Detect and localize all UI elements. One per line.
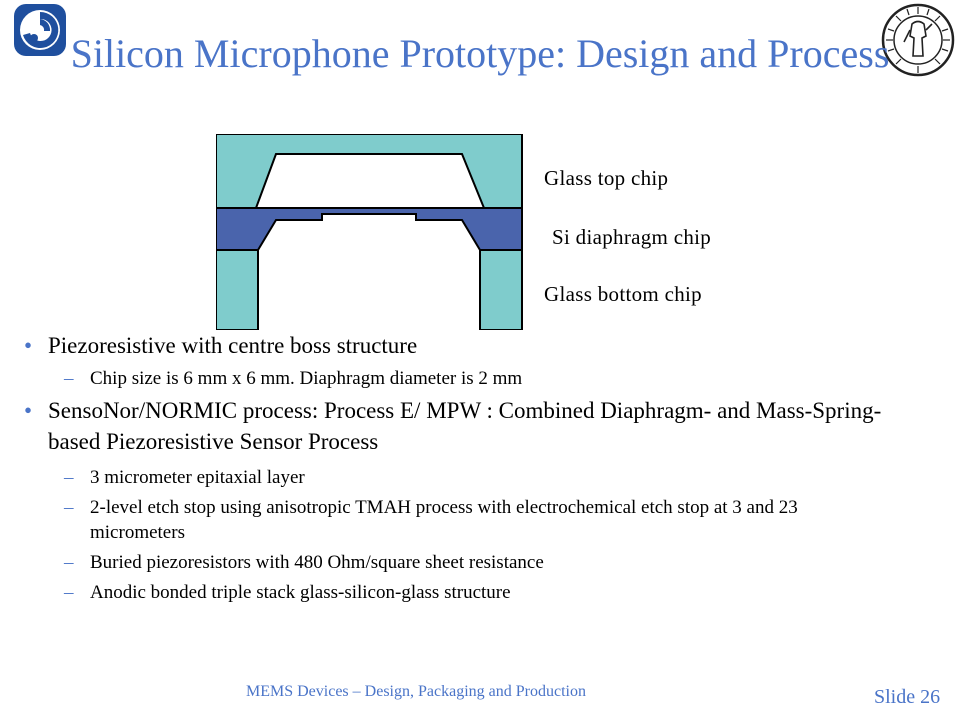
sub-bullet-item: [24, 465, 924, 490]
bullet-item: [24, 395, 924, 457]
sub-bullet-marker: –: [64, 497, 74, 518]
sub-bullet-marker: –: [64, 582, 74, 603]
sub-bullet-marker: –: [64, 467, 74, 488]
sub-bullet-item: [24, 580, 924, 605]
swirl-logo-icon: [14, 4, 66, 56]
bullet-text: Piezoresistive with centre boss structure: [48, 333, 418, 358]
slide-title: Silicon Microphone Prototype: Design and Process: [70, 31, 890, 76]
university-seal-icon: [880, 2, 956, 78]
glass-bottom-right: [480, 250, 522, 330]
si-diaphragm-chip: [216, 208, 522, 250]
label-glass-bottom-chip: Glass bottom chip: [544, 282, 702, 306]
bullet-text: SensoNor/NORMIC process: Process E/ MPW : Combined Diaphragm- and Mass-Spring-based Piezoresistive Sensor Process: [48, 398, 882, 454]
sub-bullet-text: Anodic bonded triple stack glass-silicon-glass structure: [90, 582, 511, 603]
sub-bullet-item: [24, 366, 924, 391]
sub-bullet-text: Buried piezoresistors with 480 Ohm/square sheet resistance: [90, 552, 544, 573]
sub-bullet-text: 2-level etch stop using anisotropic TMAH process with electrochemical etch stop at 3 and 23 micrometers: [90, 497, 798, 543]
sub-bullet-marker: –: [64, 552, 74, 573]
microphone-cross-section-diagram: [216, 134, 524, 330]
sub-bullet-text: Chip size is 6 mm x 6 mm. Diaphragm diameter is 2 mm: [90, 368, 523, 389]
bullet-marker: •: [24, 398, 33, 423]
glass-bottom-left: [216, 250, 258, 330]
bullet-list: [24, 326, 924, 609]
sub-bullet-marker: –: [64, 368, 74, 389]
bullet-item: [24, 330, 924, 361]
bullet-marker: •: [24, 333, 33, 358]
label-si-diaphragm-chip: Si diaphragm chip: [552, 225, 712, 249]
sub-bullet-text: 3 micrometer epitaxial layer: [90, 467, 305, 488]
label-glass-top-chip: Glass top chip: [544, 166, 669, 190]
glass-top-chip: [216, 134, 522, 208]
sub-bullet-item: [24, 550, 924, 575]
sub-bullet-item: [24, 495, 924, 545]
footer-text: MEMS Devices – Design, Packaging and Production: [246, 683, 586, 700]
slide-number: Slide 26: [874, 686, 941, 708]
